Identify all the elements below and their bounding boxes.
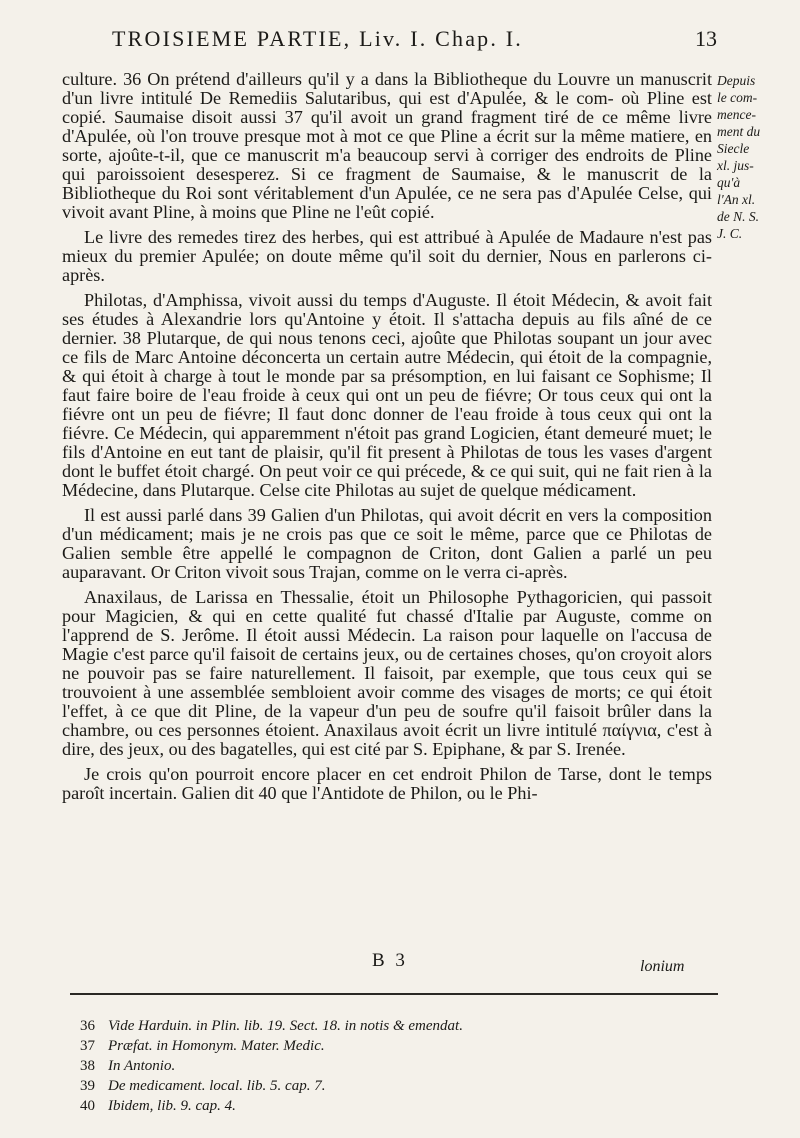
footnote-text: In Antonio. (108, 1058, 176, 1074)
footnote (80, 1016, 680, 1036)
footnote-text: Ibidem, lib. 9. cap. 4. (108, 1098, 236, 1114)
paragraph-2: Le livre des remedes tirez des herbes, qui est attribué à Apulée de Madaure n'est pas mieux du premier Apulée; on doute même qu'il soit du dernier, Nous en parlerons ci-après. (62, 227, 712, 285)
paragraph-anaxilaus: Anaxilaus, de Larissa en Thessalie, étoit un Philosophe Pythagoricien, qui passoit pour Magicien, & qui en cette qualité fut chassé d'Italie par Auguste, comme on l'apprend de S. Jerôme. Il étoit aussi Médecin. La raison pour laquelle on l'accusa de Magie c'est parce qu'il faisoit de certains jeux, ou de certaines choses, qu'on croyoit alors ne pouvoir pas se faire naturellement. Il faisoit, par exemple, que tous ceux qui se trouvoient à une assemblée sembloient avoir comme des visages de morts; ce qui étoit l'effet, à ce que dit Pline, de la vapeur d'un peu de soufre qu'il faisoit brûler dans la chambre, ou ces personnes étoient. Anaxilaus avoit écrit un livre intitulé παίγνια, c'est à dire, des jeux, ou des bagatelles, qui est cité par S. Epiphane, & par S. Irenée. (62, 587, 712, 759)
page-number: 13 (695, 26, 717, 51)
margin-note: Depuis le com- mence- ment du Siecle xl. jus- qu'à l'An xl. de N. S. J. C. (717, 73, 761, 241)
footnote (80, 1076, 680, 1096)
running-title: TROISIEME PARTIE, Liv. I. Chap. I. (112, 26, 523, 51)
footnote-number: 36 (80, 1018, 95, 1034)
footnotes (80, 1016, 680, 1116)
footnote-number: 38 (80, 1058, 95, 1074)
paragraph-1: culture. 36 On prétend d'ailleurs qu'il y a dans la Bibliotheque du Louvre un manuscrit d'un livre intitulé De Remediis Salutaribus, qui est d'Apulée, & le com- où Pline est copié. Saumaise disoit aussi 37 qu'il avoit un grand fragment tiré de ce même livre d'Apulée, où l'on trouve presque mot à mot ce que Pline a écrit sur la même matiere, en sorte, ajoûte-t-il, que ce manuscrit m'a beaucoup servi à corriger des endroits de Pline qui paroissoient desesperez. Si ce fragment de Saumaise, & le manuscrit de la Bibliotheque du Roi sont véritablement d'un Apulée, ce ne sera pas d'Apulée Celse, qui vivoit avant Pline, à moins que Pline ne l'eût copié. (62, 69, 712, 222)
paragraph-4: Il est aussi parlé dans 39 Galien d'un Philotas, qui avoit décrit en vers la composition d'un médicament; mais je ne crois pas que ce soit le même, parce que ce Philotas de Galien semble être appellé le compagnon de Criton, dont Galien a parlé un peu auparavant. Or Criton vivoit sous Trajan, comme on le verra ci-après. (62, 505, 712, 582)
paragraph-philon: Je crois qu'on pourroit encore placer en cet endroit Philon de Tarse, dont le temps paroît incertain. Galien dit 40 que l'Antidote de Philon, ou le Phi- (62, 764, 712, 803)
running-header (112, 26, 717, 52)
footnote-text: De medicament. local. lib. 5. cap. 7. (108, 1078, 326, 1094)
footnote-text: Præfat. in Homonym. Mater. Medic. (108, 1038, 325, 1054)
body-text (62, 70, 712, 809)
footnote-number: 39 (80, 1078, 95, 1094)
footnote (80, 1056, 680, 1076)
footnote-number: 37 (80, 1038, 95, 1054)
footnote-rule (70, 993, 718, 995)
footnote-text: Vide Harduin. in Plin. lib. 19. Sect. 18. in notis & emendat. (108, 1018, 463, 1034)
paragraph-philotas: Philotas, d'Amphissa, vivoit aussi du temps d'Auguste. Il étoit Médecin, & avoit fait ses études à Alexandrie lors qu'Antoine y étoit. Il s'attacha depuis au fils aîné de ce dernier. 38 Plutarque, de qui nous tenons ceci, ajoûte que Philotas soupant un jour avec ce fils de Marc Antoine déconcerta un certain autre Médecin, qui étoit de la compagnie, & qui étoit à charge à tout le monde par sa présomption, en lui faisant ce Sophisme; Il faut faire boire de l'eau froide à ceux qui ont un peu de fiévre; Or tous ceux qui ont la fiévre ont un peu de fiévre; Il faut donc donner de l'eau froide à tous ceux qui ont la fiévre. Ce Médecin, qui apparemment n'étoit pas grand Logicien, étant demeuré muet; le fils d'Antoine en eut tant de plaisir, qu'il fit present à Philotas de tous les vases d'argent dont le buffet étoit chargé. On peut voir ce qui précede, & ce qui suit, qui ne fait rien à la Médecine, dans Plutarque. Celse cite Philotas au sujet de quelque médicament. (62, 290, 712, 500)
footnote (80, 1096, 680, 1116)
footnote-number: 40 (80, 1098, 95, 1114)
signature-mark: B 3 (372, 950, 408, 971)
footnote (80, 1036, 680, 1056)
catchword: lonium (640, 958, 685, 975)
